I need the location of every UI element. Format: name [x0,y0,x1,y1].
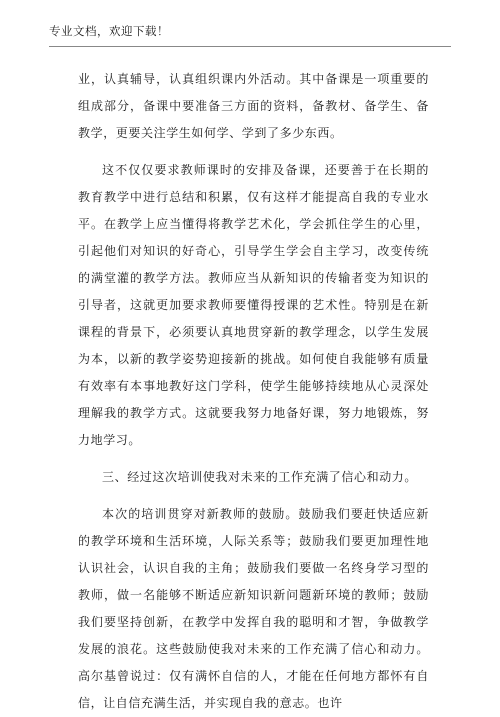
section-heading-three: 三、经过这次培训使我对未来的工作充满了信心和动力。 [102,470,418,484]
paragraph-lesson-prep: 业，认真辅导，认真组织课内外活动。其中备课是一项重要的组成部分，备课中要准备三方面的资料，备教材、备学生、备教学，更要关注学生如何学、学到了多少东西。 [78,72,429,140]
paragraph-encouragement: 本次的培训贯穿对新教师的鼓励。鼓励我们要赶快适应新的教学环境和生活环境，人际关系等；鼓励我们要更加理性地认识社会，认识自我的主角；鼓励我们要做一名终身学习型的教师，做一名能够不断适应新知识新问题新环境的教师；鼓励我们要坚持创新，在教学中发挥自我的聪明和才智，争做教学发展的浪花。这些鼓励使我对未来的工作充满了信心和动力。高尔基曾说过：仅有满怀自信的人，才能在任何地方都怀有自信，让自信充满生活，并实现自我的意志。也许 [78,507,429,710]
page-header: 专业文档，欢迎下载！ [49,16,451,47]
paragraph-teaching-art: 这不仅仅要求教师课时的安排及备课，还要善于在长期的教育教学中进行总结和积累，仅有这样才能提高自我的专业水平。在教学上应当懂得将教学艺术化，学会抓住学生的心里，引起他们对知识的好奇心，引导学生学会自主学习，改变传统的满堂灌的教学方法。教师应当从新知识的传输者变为知识的引导者，这就更加要求教师要懂得授课的艺术性。特别是在新课程的背景下，必须要认真地贯穿新的教学理念，以学生发展为本，以新的教学姿势迎接新的挑战。如何使自我能够有质量有效率有本事地教好这门学科，使学生能够持续地从心灵深处理解我的教学方式。这就要我努力地备好课，努力地锻炼，努力地学习。 [78,163,429,447]
document-body [78,66,429,717]
